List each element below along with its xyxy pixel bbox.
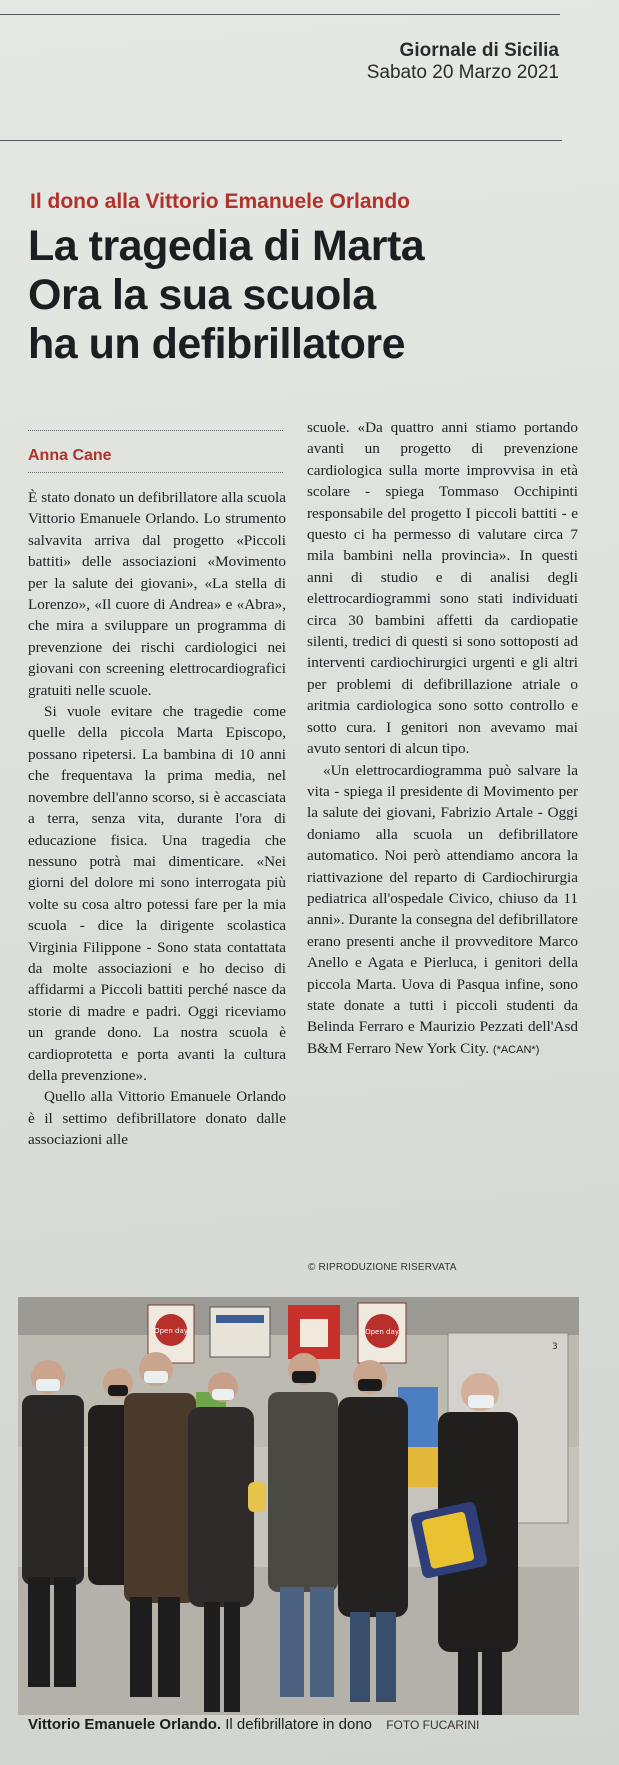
headline — [28, 222, 598, 369]
paragraph: Quello alla Vittorio Emanuele Orlando è il settimo defibrillatore donato dalle associazioni alle — [28, 1088, 286, 1149]
byline-rule-top — [28, 430, 283, 431]
publication-date: Sabato 20 Marzo 2021 — [366, 62, 559, 83]
caption-bold: Vittorio Emanuele Orlando. — [28, 1716, 222, 1733]
article-column-2 — [307, 417, 578, 1061]
paragraph: È stato donato un defibrillatore alla scuola Vittorio Emanuele Orlando. Lo strumento salvavita arriva dal progetto «Piccoli battiti» delle associazioni «Movimento per la salute dei giovani», «La stella di Lorenzo», «Il cuore di Andrea» e «Abra», che mira a sviluppare un programma di prevenzione dei rischi cardiologici nei giovani con screening elettrocardiografici gratuiti nelle scuole. — [28, 489, 286, 699]
newspaper-name: Giornale di Sicilia — [399, 40, 559, 61]
kicker: Il dono alla Vittorio Emanuele Orlando — [30, 190, 410, 213]
byline: Anna Cane — [28, 447, 112, 464]
top-rule — [0, 14, 560, 15]
headline-line: ha un defibrillatore — [28, 320, 406, 368]
paragraph: Si vuole evitare che tragedie come quelle della piccola Marta Episcopo, possano ripetersi. La bambina di 10 anni che frequentava la prima media, nel novembre dell'anno scorso, si è accasciata a terra, senza vita, durante l'ora di educazione fisica. Una tragedia che nessuno potrà mai dimenticare. «Nei giorni del dolore mi sono interrogata più volte su cosa altro potessi fare per la mia scuola - dice la dirigente scolastica Virginia Filippone - Sono stata contattata da molte associazioni e ho deciso di affidarmi a Piccoli battiti perché nasce da storie di madre e padri. Oggi riceviamo un grande dono. La nostra scuola è cardioprotetta e porta avanti la cultura della prevenzione». — [28, 703, 286, 1084]
paragraph: scuole. «Da quattro anni stiamo portando avanti un progetto di prevenzione cardiologica sulla morte improvvisa in età scolare - spiega Tommaso Occhipinti responsabile del progetto I piccoli battiti - e questo ci ha permesso di valutare circa 7 mila bambini nella provincia». In questi anni di studio e di analisi degli elettrocardiogrammi sono stati individuati circa 30 bambini affetti da cardiopatie silenti, tredici di questi si sono sottoposti ad interventi cardiochirurgici urgenti e gli altri per problemi di defibrillazione atriale o aritmia cardiologica sono sotto controllo e sotto cura. I genitori non avevamo mai avuto sentori di alcun tipo. — [307, 419, 578, 758]
masthead — [367, 40, 559, 84]
group-photo-illustration — [18, 1297, 579, 1715]
masthead-rule — [0, 140, 562, 141]
article-photo — [18, 1297, 579, 1715]
copyright-notice: © RIPRODUZIONE RISERVATA — [308, 1262, 457, 1273]
author-signature: (*ACAN*) — [492, 1043, 540, 1056]
door-number: 3 — [552, 1342, 558, 1352]
photo-caption — [28, 1716, 479, 1733]
headline-line: Ora la sua scuola — [28, 271, 376, 319]
photo-credit: FOTO FUCARINI — [386, 1718, 480, 1732]
paragraph — [307, 760, 578, 1062]
headline-line: La tragedia di Marta — [28, 222, 425, 270]
byline-rule-bottom — [28, 472, 283, 473]
poster-text: Open day — [154, 1327, 188, 1335]
poster-text: Open day — [365, 1328, 399, 1336]
article-column-1 — [28, 487, 286, 1151]
paragraph-text: «Un elettrocardiogramma può salvare la vita - spiega il presidente di Movimento per la salute dei giovani, Fabrizio Artale - Oggi doniamo alla scuola un defibrillatore automatico. Noi però attendiamo ancora la riattivazione del reparto di Cardiochirurgia pediatrica all'ospedale Civico, chiuso da 11 anni». Durante la consegna del defibrillatore erano presenti anche il provveditore Marco Anello e Agata e Pierluca, i genitori della piccola Marta. Uova di Pasqua infine, sono state donate a tutti i piccoli studenti da Belinda Ferraro e Maurizio Pezzati dell'Asd B&M Ferraro New York City. — [307, 761, 578, 1057]
caption-text: Il defibrillatore in dono — [225, 1716, 373, 1733]
